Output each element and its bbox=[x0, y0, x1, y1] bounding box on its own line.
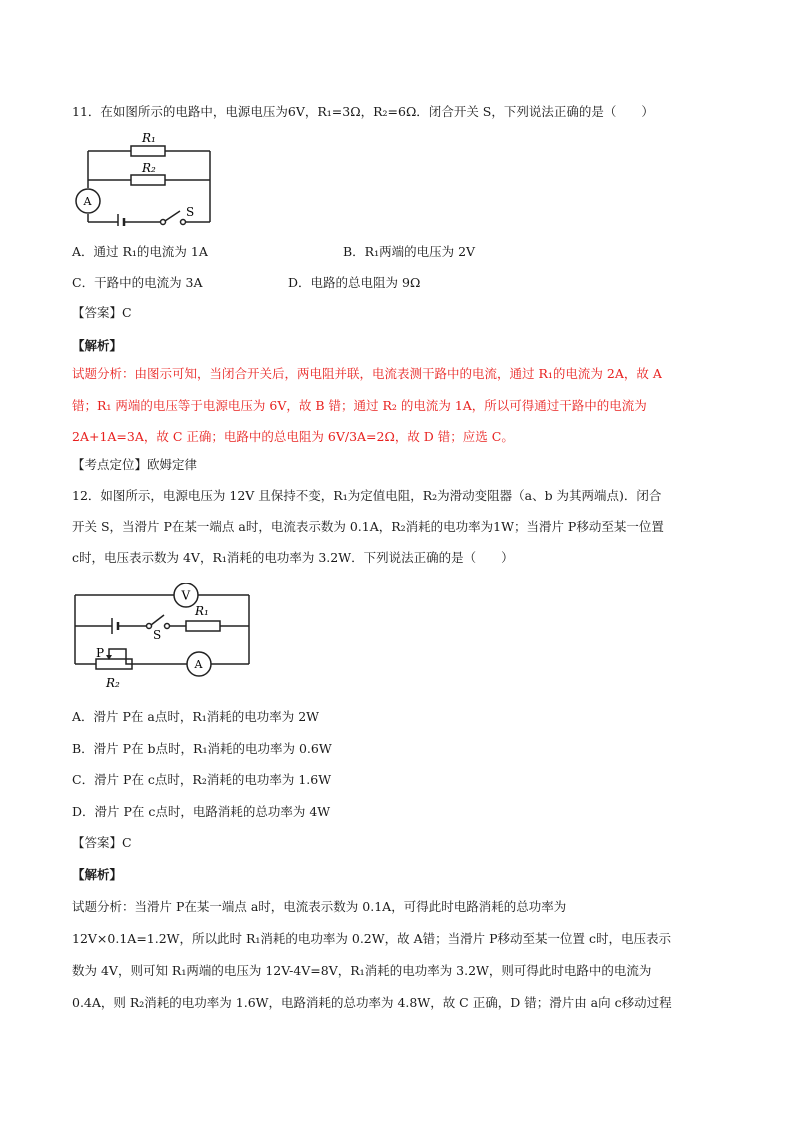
q12-option-a: A．滑片 P在 a点时，R₁消耗的电功率为 2W bbox=[72, 709, 320, 724]
q11-fig-r2-label: R₂ bbox=[142, 161, 156, 175]
q12-fig-r2-label: R₂ bbox=[106, 676, 120, 690]
q12-fig-switch-label: S bbox=[153, 628, 162, 642]
q12-option-b: B．滑片 P在 b点时，R₁消耗的电功率为 0.6W bbox=[72, 741, 332, 756]
q11-fig-r1-label: R₁ bbox=[142, 131, 156, 145]
q12-stem-line-1: 12．如图所示，电源电压为 12V 且保持不变，R₁为定值电阻，R₂为滑动变阻器（a、b 为其两端点)．闭合 bbox=[72, 488, 662, 503]
q11-answer: 【答案】C bbox=[72, 305, 132, 320]
q11-analysis-line-1: 试题分析：由图示可知，当闭合开关后，两电阻并联，电流表测干路中的电流，通过 R₁的电流为 2A，故 A bbox=[72, 366, 662, 381]
q11-stem: 11．在如图所示的电路中，电源电压为6V，R₁=3Ω，R₂=6Ω．闭合开关 S，下列说法正确的是（ ） bbox=[72, 104, 654, 119]
q12-analysis-line-1: 试题分析：当滑片 P在某一端点 a时，电流表示数为 0.1A，可得此时电路消耗的总功率为 bbox=[72, 899, 567, 914]
q11-option-a: A．通过 R₁的电流为 1A bbox=[72, 244, 208, 259]
q12-answer: 【答案】C bbox=[72, 835, 132, 850]
q12-analysis-line-4: 0.4A，则 R₂消耗的电功率为 1.6W，电路消耗的总功率为 4.8W，故 C 正确，D 错；滑片由 a向 c移动过程 bbox=[72, 995, 672, 1010]
q12-stem-line-3: c时，电压表示数为 4V，R₁消耗的电功率为 3.2W．下列说法正确的是（ ） bbox=[72, 550, 514, 565]
q11-option-b: B．R₁两端的电压为 2V bbox=[343, 244, 476, 259]
q12-fig-voltmeter-label: V bbox=[181, 588, 191, 603]
q12-option-d: D．滑片 P在 c点时，电路消耗的总功率为 4W bbox=[72, 804, 331, 819]
q11-option-d: D．电路的总电阻为 9Ω bbox=[288, 275, 421, 290]
q11-analysis-line-2: 错；R₁ 两端的电压等于电源电压为 6V，故 B 错；通过 R₂ 的电流为 1A，所以可得通过干路中的电流为 bbox=[72, 398, 647, 413]
q11-fig-switch-label: S bbox=[186, 205, 195, 219]
q11-kaodian: 【考点定位】欧姆定律 bbox=[72, 457, 198, 472]
q11-analysis-line-3: 2A+1A=3A，故 C 正确；电路中的总电阻为 6V/3A=2Ω，故 D 错；应选 C。 bbox=[72, 429, 514, 444]
q11-analysis-title: 【解析】 bbox=[72, 338, 123, 353]
q12-fig-slider-label: P bbox=[96, 646, 105, 660]
q12-fig-r1-label: R₁ bbox=[195, 604, 209, 618]
q12-analysis-line-3: 数为 4V，则可知 R₁两端的电压为 12V-4V=8V，R₁消耗的电功率为 3.2W，则可得此时电路中的电流为 bbox=[72, 963, 652, 978]
q12-circuit-figure bbox=[70, 583, 255, 691]
q12-option-c: C．滑片 P在 c点时，R₂消耗的电功率为 1.6W bbox=[72, 772, 332, 787]
q12-fig-ammeter-label: A bbox=[194, 658, 203, 671]
q11-circuit-figure bbox=[74, 126, 224, 226]
q12-analysis-title: 【解析】 bbox=[72, 867, 123, 882]
q11-option-c: C．干路中的电流为 3A bbox=[72, 275, 203, 290]
q12-analysis-line-2: 12V×0.1A=1.2W，所以此时 R₁消耗的电功率为 0.2W，故 A错；当滑片 P移动至某一位置 c时，电压表示 bbox=[72, 931, 671, 946]
q12-stem-line-2: 开关 S，当滑片 P在某一端点 a时，电流表示数为 0.1A，R₂消耗的电功率为1W；当滑片 P移动至某一位置 bbox=[72, 519, 664, 534]
q11-fig-ammeter-label: A bbox=[83, 195, 92, 208]
